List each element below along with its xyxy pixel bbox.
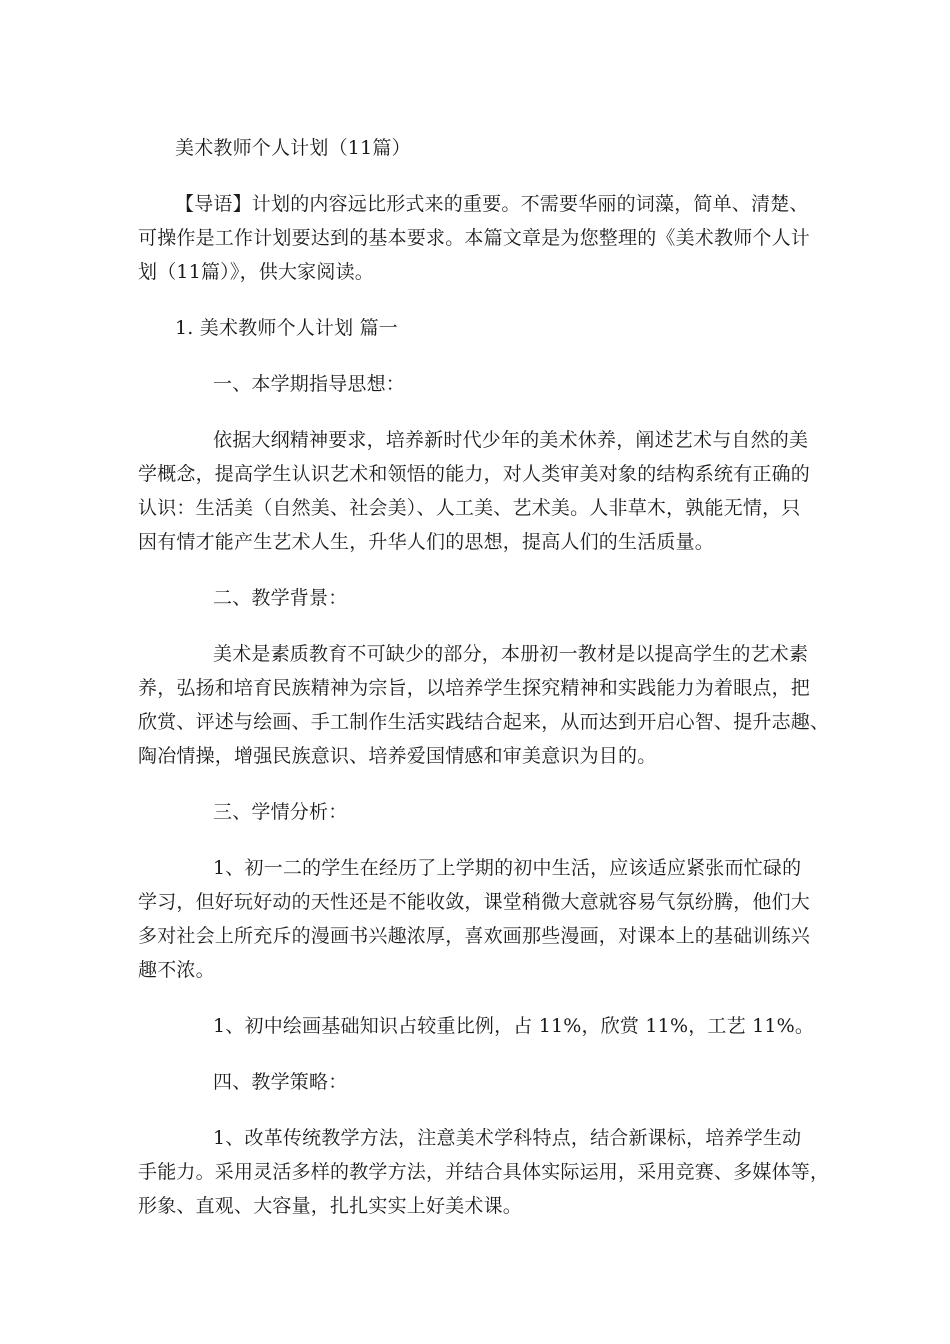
- intro-line-2: 可操作是工作计划要达到的基本要求。本篇文章是为您整理的《美术教师个人计: [138, 227, 811, 249]
- heading-teaching-background: 二、教学背景：: [213, 587, 348, 609]
- para-2-line-1: 美术是素质教育不可缺少的部分，本册初一教材是以提高学生的艺术素: [213, 643, 809, 665]
- heading-guiding-thought: 一、本学期指导思想：: [213, 373, 406, 395]
- para-1-line-3: 认识：生活美（自然美、社会美）、人工美、艺术美。人非草木，孰能无情，只: [138, 497, 801, 519]
- section-title: 1. 美术教师个人计划 篇一: [175, 317, 399, 339]
- para-5-line-2: 手能力。采用灵活多样的教学方法，并结合具体实际运用，采用竞赛、多媒体等，: [138, 1161, 830, 1183]
- para-1-line-2: 学概念，提高学生认识艺术和领悟的能力，对人类审美对象的结构系统有正确的: [138, 463, 811, 485]
- heading-teaching-strategy: 四、教学策略：: [213, 1071, 348, 1093]
- para-2-line-3: 欣赏、评述与绘画、手工制作生活实践结合起来，从而达到开启心智、提升志趣、: [138, 711, 830, 733]
- para-3-line-1: 1、初一二的学生在经历了上学期的初中生活，应该适应紧张而忙碌的: [213, 857, 802, 879]
- para-2-line-4: 陶冶情操，增强民族意识、培养爱国情感和审美意识为目的。: [138, 745, 657, 767]
- document-title: 美术教师个人计划（11篇）: [175, 137, 411, 159]
- para-5-line-3: 形象、直观、大容量，扎扎实实上好美术课。: [138, 1195, 523, 1217]
- para-1-line-1: 依据大纲精神要求，培养新时代少年的美术休养，阐述艺术与自然的美: [213, 429, 809, 451]
- para-1-line-4: 因有情才能产生艺术人生，升华人们的思想，提高人们的生活质量。: [138, 531, 715, 553]
- para-3-line-4: 趣不浓。: [138, 959, 215, 981]
- intro-line-1: 【导语】计划的内容远比形式来的重要。不需要华丽的词藻，简单、清楚、: [175, 193, 809, 215]
- para-4-line-1: 1、初中绘画基础知识占较重比例，占 11%，欣赏 11%，工艺 11%。: [213, 1015, 815, 1037]
- intro-line-3: 划（11篇）》，供大家阅读。: [138, 261, 374, 283]
- heading-student-analysis: 三、学情分析：: [213, 801, 348, 823]
- para-3-line-3: 多对社会上所充斥的漫画书兴趣浓厚，喜欢画那些漫画，对课本上的基础训练兴: [138, 925, 811, 947]
- para-5-line-1: 1、改革传统教学方法，注意美术学科特点，结合新课标，培养学生动: [213, 1127, 802, 1149]
- para-3-line-2: 学习，但好玩好动的天性还是不能收敛，课堂稍微大意就容易气氛纷腾，他们大: [138, 891, 811, 913]
- para-2-line-2: 养，弘扬和培育民族精神为宗旨，以培养学生探究精神和实践能力为着眼点，把: [138, 677, 811, 699]
